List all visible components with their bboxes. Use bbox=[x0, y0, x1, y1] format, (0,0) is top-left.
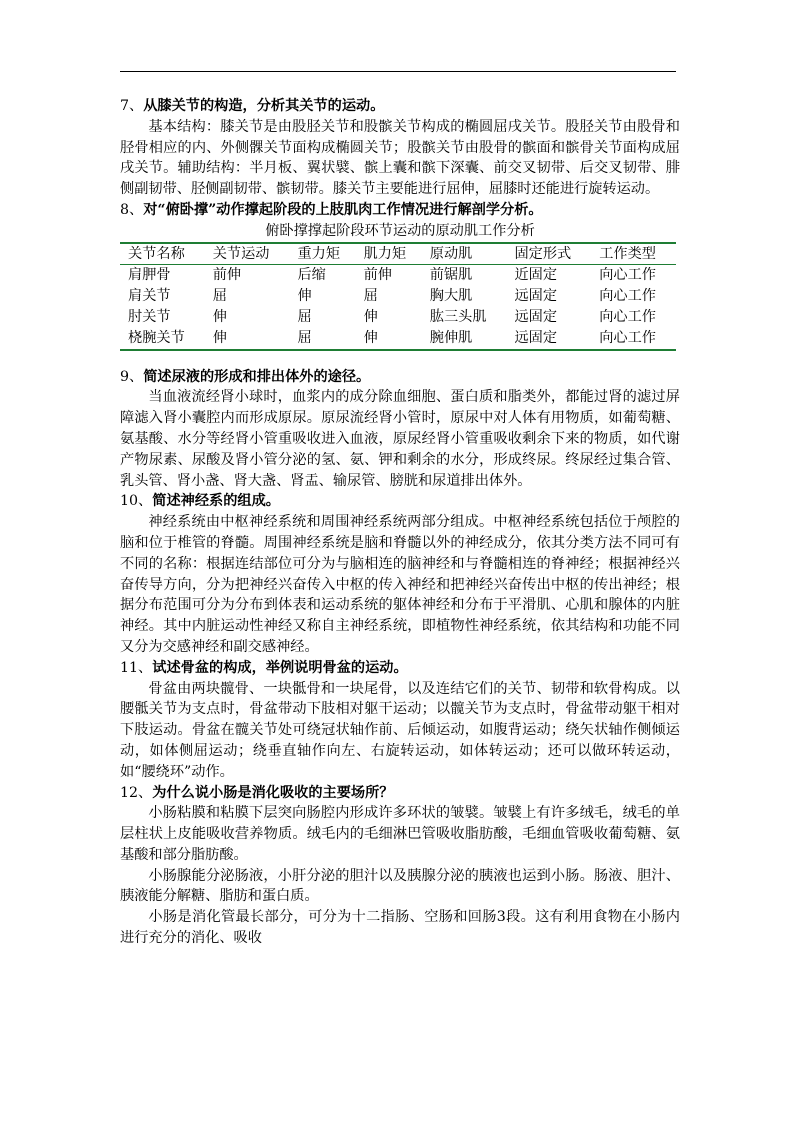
table-header-row bbox=[120, 243, 676, 265]
table-row bbox=[120, 307, 676, 328]
header-rule bbox=[120, 71, 676, 72]
col-joint-motion: 关节运动 bbox=[212, 245, 270, 262]
table-cell: 屈 bbox=[297, 329, 312, 346]
table-cell: 肘关节 bbox=[128, 308, 171, 325]
question-9-title: 9、简述尿液的形成和排出体外的途径。 bbox=[120, 368, 371, 385]
table-cell: 向心工作 bbox=[599, 329, 656, 346]
question-12-answer-p3: 小肠是消化管最长部分，可分为十二指肠、空肠和回肠3段。这有利用食物在小肠内进行充分的消化、吸收 bbox=[120, 909, 680, 947]
question-10-title: 10、简述神经系的组成。 bbox=[120, 493, 280, 510]
question-12-title: 12、为什么说小肠是消化吸收的主要场所？ bbox=[120, 784, 394, 801]
table-row bbox=[120, 328, 676, 350]
table-cell: 后缩 bbox=[297, 267, 326, 284]
table-cell: 前锯肌 bbox=[429, 267, 473, 284]
table-cell: 屈 bbox=[363, 288, 378, 305]
table-cell: 腕伸肌 bbox=[429, 329, 473, 346]
col-gravity-moment: 重力矩 bbox=[297, 245, 341, 262]
table-cell: 前伸 bbox=[363, 267, 392, 284]
muscle-analysis-table bbox=[120, 242, 676, 351]
col-joint-name: 关节名称 bbox=[128, 245, 185, 262]
table-cell: 桡腕关节 bbox=[128, 329, 185, 346]
question-7-answer: 基本结构：膝关节是由股胫关节和股髌关节构成的椭圆屈戌关节。股胫关节由股骨和胫骨相应的内、外侧髁关节面构成椭圆关节；股髌关节由股骨的髌面和髌骨关节面构成屈戌关节。辅助结构：半月板、翼状襞、髌上囊和髌下深囊、前交叉韧带、后交叉韧带、腓侧副韧带、胫侧副韧带、髌韧带。膝关节主要能进行屈伸，屈膝时还能进行旋转运动。 bbox=[120, 118, 680, 198]
table-cell: 前伸 bbox=[212, 267, 242, 284]
table-cell: 肩胛骨 bbox=[128, 267, 171, 284]
col-prime-mover: 原动肌 bbox=[429, 245, 473, 262]
question-10-answer: 神经系统由中枢神经系统和周围神经系统两部分组成。中枢神经系统包括位于颅腔的脑和位于椎管的脊髓。周围神经系统是脑和脊髓以外的神经成分，依其分类方法不同可有不同的名称：根据连结部位可分为与脑相连的脑神经和与脊髓相连的脊神经；根据神经兴奋传导方向，分为把神经兴奋传入中枢的传入神经和把神经兴奋传出中枢的传出神经；根据分布范围可分为分布到体表和运动系统的躯体神经和分布于平滑肌、心肌和腺体的内脏神经。其中内脏运动性神经又称自主神经系统，即植物性神经系统，依其结构和功能不同又分为交感神经和副交感神经。 bbox=[120, 514, 680, 655]
document-body bbox=[120, 96, 680, 949]
table-cell: 肩关节 bbox=[128, 288, 171, 305]
table-cell: 近固定 bbox=[514, 267, 558, 284]
col-fixation-type: 固定形式 bbox=[514, 245, 572, 262]
table-cell: 屈 bbox=[212, 288, 227, 305]
question-12-answer-p2: 小肠腺能分泌肠液，小肝分泌的胆汁以及胰腺分泌的胰液也运到小肠。肠液、胆汁、胰液能分解糖、脂肪和蛋白质。 bbox=[120, 867, 680, 905]
col-work-type: 工作类型 bbox=[599, 245, 656, 262]
table-caption: 俯卧撑撑起阶段环节运动的原动肌工作分析 bbox=[265, 222, 535, 239]
question-7-title: 7、从膝关节的构造，分析其关节的运动。 bbox=[120, 98, 385, 114]
table-cell: 远固定 bbox=[514, 329, 558, 346]
table-cell: 远固定 bbox=[514, 288, 558, 305]
question-12-answer-p1: 小肠粘膜和粘膜下层突向肠腔内形成许多环状的皱襞。皱襞上有许多绒毛，绒毛的单层柱状上皮能吸收营养物质。绒毛内的毛细淋巴管吸收脂肪酸，毛细血管吸收葡萄糖、氨基酸和部分脂肪酸。 bbox=[120, 805, 680, 863]
question-11-title: 11、试述骨盆的构成，举例说明骨盆的运动。 bbox=[120, 659, 408, 676]
table-cell: 远固定 bbox=[514, 308, 558, 325]
table-cell: 伸 bbox=[212, 329, 227, 346]
table-cell: 向心工作 bbox=[599, 267, 656, 284]
table-cell: 伸 bbox=[363, 329, 378, 346]
table-row bbox=[120, 265, 676, 286]
question-11-answer: 骨盆由两块髋骨、一块骶骨和一块尾骨，以及连结它们的关节、韧带和软骨构成。以腰骶关节为支点时，骨盆带动下肢相对躯干运动；以髋关节为支点时，骨盆带动躯干相对下肢运动。骨盆在髋关节处可绕冠状轴作前、后倾运动，如腹背运动；绕矢状轴作侧倾运动，如体侧屈运动；绕垂直轴作向左、右旋转运动，如体转运动；还可以做环转运动，如“腰绕环”动作。 bbox=[120, 680, 680, 780]
table-cell: 胸大肌 bbox=[429, 288, 473, 305]
table-cell: 伸 bbox=[212, 308, 227, 325]
table-cell: 伸 bbox=[363, 308, 378, 325]
table-cell: 向心工作 bbox=[599, 288, 656, 305]
table-cell: 向心工作 bbox=[599, 308, 656, 325]
question-9-answer: 当血液流经肾小球时，血浆内的成分除血细胞、蛋白质和脂类外，都能过肾的滤过屏障滤入肾小囊腔内而形成原尿。原尿流经肾小管时，原尿中对人体有用物质，如葡萄糖、氨基酸、水分等经肾小管重吸收进入血液，原尿经肾小管重吸收剩余下来的物质，如代谢产物尿素、尿酸及肾小管分泌的氢、氨、钾和剩余的水分，形成终尿。终尿经过集合管、乳头管、肾小盏、肾大盏、肾盂、输尿管、膀胱和尿道排出体外。 bbox=[120, 389, 680, 489]
table-cell: 肱三头肌 bbox=[429, 308, 487, 325]
table-row bbox=[120, 286, 676, 307]
table-cell: 伸 bbox=[297, 288, 312, 305]
question-8-title: 8、对“俯卧撑”动作撑起阶段的上肢肌肉工作情况进行解剖学分析。 bbox=[120, 201, 543, 218]
table-cell: 屈 bbox=[297, 308, 312, 325]
col-muscle-moment: 肌力矩 bbox=[363, 245, 407, 262]
